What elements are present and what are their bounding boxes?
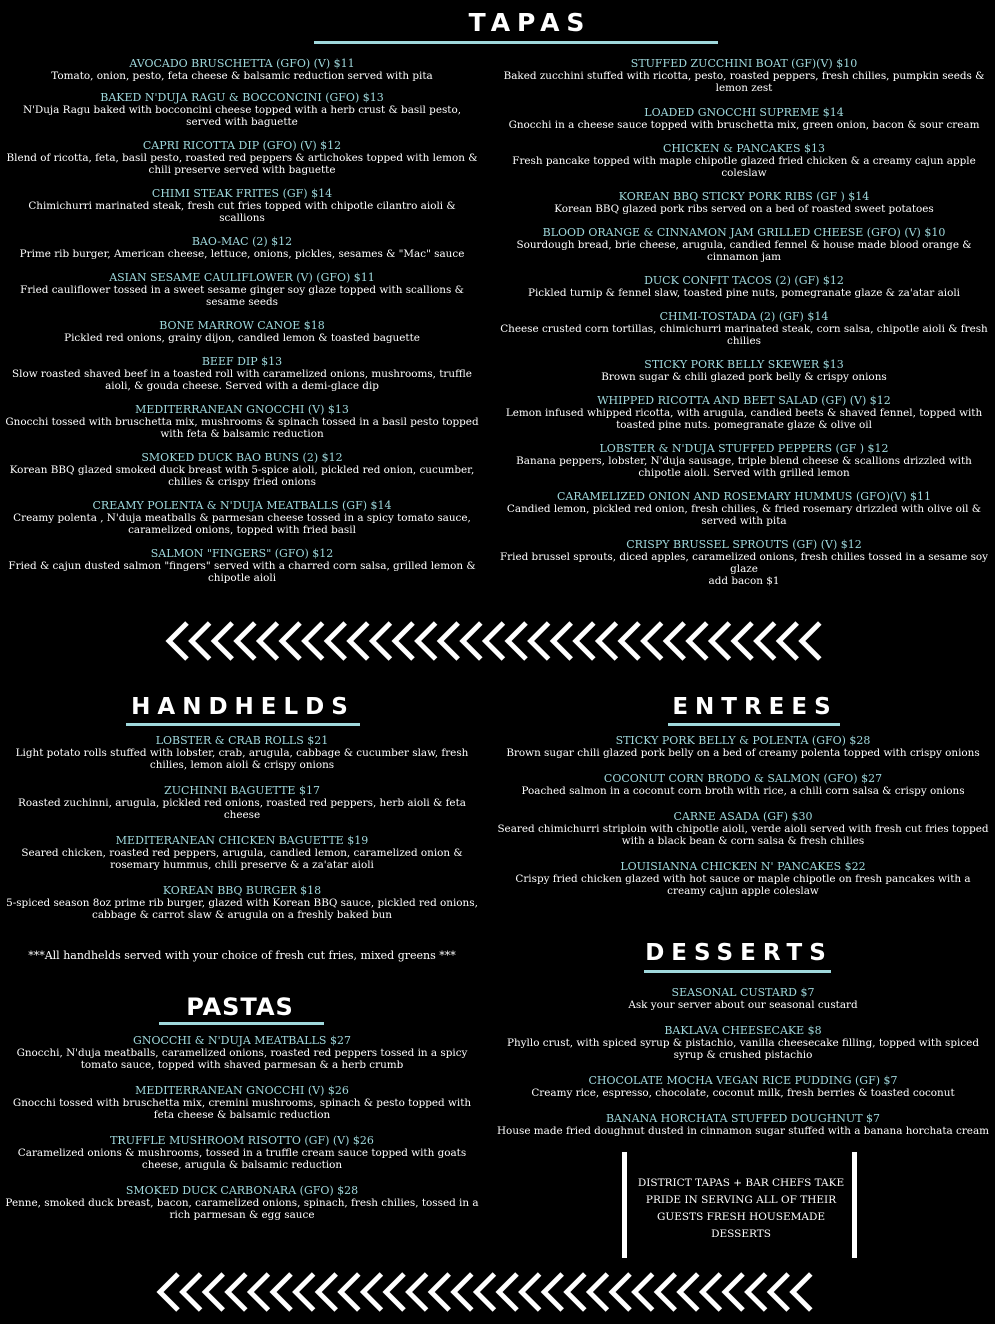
chevron-shape <box>748 1274 766 1310</box>
menu-item <box>4 140 480 176</box>
item-description: Creamy polenta , N'duja meatballs & parmesan cheese tossed in a spicy tomato sauce, caramelized onions, topped with fried basil <box>13 512 471 536</box>
item-name: BONE MARROW CANOE $18 <box>159 319 325 332</box>
chevron-shape <box>711 623 729 659</box>
handhelds-heading: HANDHELDS <box>131 694 355 720</box>
item-name: KOREAN BBQ STICKY PORK RIBS (GF ) $14 <box>618 190 870 203</box>
item-name: ASIAN SESAME CAULIFLOWER (V) (GFO) $11 <box>109 271 375 284</box>
item-name: MEDITERANEAN CHICKEN BAGUETTE $19 <box>115 834 369 847</box>
handhelds-note: ***All handhelds served with your choice of fresh cut fries, mixed greens *** <box>28 949 456 962</box>
chevron-shape <box>657 1274 675 1310</box>
item-description: Creamy rice, espresso, chocolate, coconut milk, fresh berries & toasted coconut <box>531 1087 955 1099</box>
item-name: CHICKEN & PANCAKES $13 <box>662 142 826 155</box>
item-description: Crispy fried chicken glazed with hot sauce or maple chipotle on fresh pancakes with a creamy cajun apple coleslaw <box>515 873 971 897</box>
chevron-shape <box>531 623 549 659</box>
item-description: Gnocchi tossed with bruschetta mix, cremini mushrooms, spinach & pesto topped with feta cheese & balsamic reduction <box>12 1097 472 1121</box>
chevron-shape <box>779 623 797 659</box>
item-name: MEDITERRANEAN GNOCCHI (V) $13 <box>135 403 349 416</box>
menu-item <box>4 1185 480 1221</box>
chevron-shape <box>499 1274 517 1310</box>
menu-item <box>4 1135 480 1171</box>
handhelds-underline <box>126 723 360 726</box>
menu-item <box>498 443 990 479</box>
item-name: DUCK CONFIT TACOS (2) (GF) $12 <box>644 274 844 287</box>
menu-item <box>4 548 480 584</box>
chevron-shape <box>454 1274 472 1310</box>
chevron-shape <box>237 623 255 659</box>
chevron-shape <box>598 623 616 659</box>
chevron-shape <box>522 1274 540 1310</box>
item-description: Tomato, onion, pesto, feta cheese & balsamic reduction served with pita <box>51 70 433 82</box>
chevron-shape <box>666 623 684 659</box>
chevron-shape <box>702 1274 720 1310</box>
item-description: Baked zucchini stuffed with ricotta, pesto, roasted peppers, fresh chilies, pumpkin seeds & lemon zest <box>503 70 985 94</box>
chevron-shape <box>463 623 481 659</box>
menu-item <box>4 500 480 536</box>
box-left-bar <box>622 1152 627 1258</box>
chevron-shape <box>689 623 707 659</box>
item-description: Banana peppers, lobster, N'duja sausage, triple blend cheese & scallions drizzled with chipotle aioli. Served with grilled lemon <box>516 455 972 479</box>
item-description: Ask your server about our seasonal custard <box>628 999 858 1011</box>
item-name: CAPRI RICOTTA DIP (GFO) (V) $12 <box>142 139 342 152</box>
chevron-shape <box>567 1274 585 1310</box>
menu-item <box>4 236 480 260</box>
chevron-shape <box>485 623 503 659</box>
chevron-shape <box>409 1274 427 1310</box>
chevron-shape <box>169 623 187 659</box>
chevron-shape <box>282 623 300 659</box>
chevron-shape <box>305 623 323 659</box>
chevron-shape <box>273 1274 291 1310</box>
item-description: Phyllo crust, with spiced syrup & pistachio, vanilla cheesecake filling, topped with spiced syrup & crushed pistachio <box>507 1037 979 1061</box>
menu-item <box>4 1035 480 1071</box>
menu-item <box>498 227 990 263</box>
item-description: Caramelized onions & mushrooms, tossed in a truffle cream sauce topped with goats cheese, arugula & balsamic reduction <box>17 1147 467 1171</box>
item-name: LOADED GNOCCHI SUPREME $14 <box>644 106 844 119</box>
menu-item <box>4 92 480 128</box>
chevron-shape <box>440 623 458 659</box>
menu-item <box>4 835 480 871</box>
item-description: House made fried doughnut dusted in cinnamon sugar stuffed with a banana horchata cream <box>497 1125 989 1137</box>
item-name: SALMON "FINGERS" (GFO) $12 <box>150 547 334 560</box>
chevron-shape <box>508 623 526 659</box>
item-name: LOBSTER & N'DUJA STUFFED PEPPERS (GF ) $12 <box>599 442 889 455</box>
chevron-shape <box>757 623 775 659</box>
chevron-shape <box>553 623 571 659</box>
chevron-shape <box>770 1274 788 1310</box>
item-name: TRUFFLE MUSHROOM RISOTTO (GF) (V) $26 <box>110 1134 374 1147</box>
item-description: Seared chimichurri striploin with chipotle aioli, verde aioli served with fresh cut fries topped with a black bean & corn salsa & fresh chilies <box>497 823 989 847</box>
chevron-shape <box>350 623 368 659</box>
item-description: Seared chicken, roasted red peppers, arugula, candied lemon, caramelized onion & rosemary hummus, chili preserve & a za'atar aioli <box>21 847 463 871</box>
item-description: Light potato rolls stuffed with lobster, crab, arugula, cabbage & cucumber slaw, fresh chilies, lemon aioli & crispy onions <box>15 747 469 771</box>
chevron-shape <box>621 623 639 659</box>
chevron-shape <box>160 1274 178 1310</box>
chevron-shape <box>544 1274 562 1310</box>
menu-item <box>496 987 990 1011</box>
item-name: LOBSTER & CRAB ROLLS $21 <box>155 734 329 747</box>
tapas-left-column <box>4 58 480 594</box>
item-description: Fried brussel sprouts, diced apples, caramelized onions, fresh chilies tossed in a sesame soy glaze <box>499 551 989 575</box>
item-name: CHIMI-TOSTADA (2) (GF) $14 <box>659 310 829 323</box>
menu-item <box>498 395 990 431</box>
chevron-shape <box>259 623 277 659</box>
chevron-shape <box>431 1274 449 1310</box>
item-description: Brown sugar & chili glazed pork belly & crispy onions <box>601 371 887 383</box>
item-description: Chimichurri marinated steak, fresh cut fries topped with chipotle cilantro aioli & scallions <box>28 200 456 224</box>
chevron-shape <box>793 1274 811 1310</box>
menu-item <box>4 272 480 308</box>
chevron-divider-top <box>165 619 865 663</box>
chevron-shape <box>680 1274 698 1310</box>
menu-item <box>496 773 990 797</box>
menu-item <box>498 191 990 215</box>
desserts-underline <box>644 970 831 973</box>
menu-item <box>498 491 990 527</box>
item-description: Pickled turnip & fennel slaw, toasted pine nuts, pomegranate glaze & za'atar aioli <box>527 287 960 299</box>
item-description: Blend of ricotta, feta, basil pesto, roasted red peppers & artichokes topped with lemon & chili preserve served with baguette <box>6 152 478 176</box>
chevron-shape <box>341 1274 359 1310</box>
item-name: BAO-MAC (2) $12 <box>191 235 293 248</box>
item-name: KOREAN BBQ BURGER $18 <box>162 884 322 897</box>
menu-item <box>498 359 990 383</box>
menu-item <box>496 861 990 897</box>
item-description: Penne, smoked duck breast, bacon, caramelized onions, spinach, fresh chilies, tossed in a rich parmesan & egg sauce <box>5 1197 479 1221</box>
entrees-underline <box>668 723 840 726</box>
entrees-heading: ENTREES <box>672 694 838 720</box>
menu-item <box>496 1113 990 1137</box>
item-description: Prime rib burger, American cheese, lettuce, onions, pickles, sesames & "Mac" sauce <box>19 248 465 260</box>
item-description: Fresh pancake topped with maple chipotle glazed fried chicken & a creamy cajun apple coleslaw <box>512 155 976 179</box>
chevron-shape <box>725 1274 743 1310</box>
menu-item <box>4 320 480 344</box>
item-description: N'Duja Ragu baked with bocconcini cheese topped with a herb crust & basil pesto, served with baguette <box>22 104 462 128</box>
item-name: MEDITERRANEAN GNOCCHI (V) $26 <box>135 1084 349 1097</box>
dessert-box-note: DISTRICT TAPAS + BAR CHEFS TAKE PRIDE IN SERVING ALL OF THEIR GUESTS FRESH HOUSEMADE DESSERTS <box>637 1177 845 1240</box>
item-description: Poached salmon in a coconut corn broth with rice, a chili corn salsa & crispy onions <box>521 785 965 797</box>
chevron-shape <box>589 1274 607 1310</box>
item-name: CARNE ASADA (GF) $30 <box>673 810 813 823</box>
menu-item <box>4 885 480 921</box>
chevron-shape <box>612 1274 630 1310</box>
menu-item <box>496 1025 990 1061</box>
item-name: STUFFED ZUCCHINI BOAT (GF)(V) $10 <box>630 57 858 70</box>
chevron-shape <box>644 623 662 659</box>
item-name: CARAMELIZED ONION AND ROSEMARY HUMMUS (GFO)(V) $11 <box>556 490 932 503</box>
item-name: LOUISIANNA CHICKEN N' PANCAKES $22 <box>620 860 866 873</box>
tapas-heading: TAPAS <box>468 8 592 37</box>
item-name: ZUCHINNI BAGUETTE $17 <box>164 784 320 797</box>
menu-item <box>498 143 990 179</box>
menu-item <box>4 785 480 821</box>
item-description: Slow roasted shaved beef in a toasted roll with caramelized onions, mushrooms, truffle aioli, & gouda cheese. Served with a demi-glace dip <box>12 368 472 392</box>
item-description: Fried & cajun dusted salmon "fingers" served with a charred corn salsa, grilled lemon & chipotle aioli <box>8 560 476 584</box>
item-name: CREAMY POLENTA & N'DUJA MEATBALLS (GF) $14 <box>92 499 392 512</box>
chevron-shape <box>635 1274 653 1310</box>
chevron-shape <box>386 1274 404 1310</box>
item-description: 5-spiced season 8oz prime rib burger, glazed with Korean BBQ sauce, pickled red onions, cabbage & carrot slaw & arugula on a freshly baked bun <box>6 897 478 921</box>
item-description: Sourdough bread, brie cheese, arugula, candied fennel & house made blood orange & cinnamon jam <box>516 239 972 263</box>
item-name: CHOCOLATE MOCHA VEGAN RICE PUDDING (GF) $7 <box>588 1074 898 1087</box>
tapas-right-column <box>498 58 990 597</box>
item-name: AVOCADO BRUSCHETTA (GFO) (V) $11 <box>129 57 355 70</box>
menu-item <box>4 58 480 82</box>
chevron-shape <box>802 623 820 659</box>
menu-item <box>498 275 990 299</box>
desserts-heading: DESSERTS <box>645 940 833 966</box>
chevron-shape <box>318 1274 336 1310</box>
item-name: CRISPY BRUSSEL SPROUTS (GF) (V) $12 <box>626 538 862 551</box>
chevron-shape <box>183 1274 201 1310</box>
item-name: CHIMI STEAK FRITES (GF) $14 <box>151 187 333 200</box>
chevron-shape <box>576 623 594 659</box>
item-description: Gnocchi tossed with bruschetta mix, mushrooms & spinach tossed in a basil pesto topped with feta & balsamic reduction <box>5 416 479 440</box>
item-name: BEEF DIP $13 <box>201 355 283 368</box>
chevron-shape <box>395 623 413 659</box>
pastas-heading: PASTAS <box>186 993 294 1021</box>
menu-item <box>4 188 480 224</box>
menu-item <box>4 356 480 392</box>
item-description: Cheese crusted corn tortillas, chimichurri marinated steak, corn salsa, chipotle aioli & fresh chilies <box>500 323 988 347</box>
menu-item <box>496 1075 990 1099</box>
chevron-divider-bottom <box>156 1270 856 1314</box>
menu-item <box>4 735 480 771</box>
menu-item <box>498 58 990 94</box>
desserts-column <box>496 987 990 1147</box>
menu-item <box>498 107 990 131</box>
item-name: STICKY PORK BELLY SKEWER $13 <box>644 358 844 371</box>
chevron-shape <box>418 623 436 659</box>
item-extra: add bacon $1 <box>708 575 780 587</box>
pastas-underline <box>159 1022 324 1025</box>
item-name: SMOKED DUCK BAO BUNS (2) $12 <box>141 451 343 464</box>
item-name: WHIPPED RICOTTA AND BEET SALAD (GF) (V) $12 <box>597 394 891 407</box>
item-description: Korean BBQ glazed pork ribs served on a bed of roasted sweet potatoes <box>554 203 934 215</box>
chevron-shape <box>205 1274 223 1310</box>
item-description: Gnocchi in a cheese sauce topped with bruschetta mix, green onion, bacon & sour cream <box>508 119 980 131</box>
item-name: BANANA HORCHATA STUFFED DOUGHNUT $7 <box>605 1112 881 1125</box>
menu-item <box>498 539 990 587</box>
entrees-column <box>496 735 990 907</box>
pastas-column <box>4 1035 480 1231</box>
chevron-shape <box>734 623 752 659</box>
menu-item <box>498 311 990 347</box>
item-name: STICKY PORK BELLY & POLENTA (GFO) $28 <box>615 734 871 747</box>
item-description: Roasted zuchinni, arugula, pickled red onions, roasted red peppers, herb aioli & feta cheese <box>18 797 466 821</box>
menu-item <box>496 735 990 759</box>
item-description: Korean BBQ glazed smoked duck breast with 5-spice aioli, pickled red onion, cucumber, chilies & crispy fried onions <box>9 464 475 488</box>
item-name: GNOCCHI & N'DUJA MEATBALLS $27 <box>133 1034 351 1047</box>
item-description: Pickled red onions, grainy dijon, candied lemon & toasted baguette <box>64 332 420 344</box>
menu-item <box>4 452 480 488</box>
item-name: BAKED N'DUJA RAGU & BOCCONCINI (GFO) $13 <box>100 91 384 104</box>
chevron-shape <box>296 1274 314 1310</box>
tapas-underline <box>314 41 718 44</box>
chevron-shape <box>327 623 345 659</box>
item-description: Lemon infused whipped ricotta, with arugula, candied beets & shaved fennel, topped with toasted pine nuts. pomegranate glaze & olive oil <box>505 407 983 431</box>
item-name: BLOOD ORANGE & CINNAMON JAM GRILLED CHEESE (GFO) (V) $10 <box>542 226 946 239</box>
box-right-bar <box>852 1152 857 1258</box>
chevron-shape <box>250 1274 268 1310</box>
item-description: Brown sugar chili glazed pork belly on a bed of creamy polenta topped with crispy onions <box>506 747 980 759</box>
menu-item <box>4 1085 480 1121</box>
chevron-shape <box>372 623 390 659</box>
item-name: BAKLAVA CHEESECAKE $8 <box>664 1024 822 1037</box>
chevron-shape <box>228 1274 246 1310</box>
item-name: SEASONAL CUSTARD $7 <box>671 986 815 999</box>
item-description: Gnocchi, N'duja meatballs, caramelized onions, roasted red peppers tossed in a spicy tomato sauce, topped with shaved parmesan & a herb crumb <box>16 1047 468 1071</box>
chevron-shape <box>476 1274 494 1310</box>
handhelds-column <box>4 735 480 931</box>
item-name: COCONUT CORN BRODO & SALMON (GFO) $27 <box>603 772 883 785</box>
chevron-shape <box>214 623 232 659</box>
chevron-shape <box>192 623 210 659</box>
menu-item <box>496 811 990 847</box>
item-description: Candied lemon, pickled red onion, fresh chilies, & fried rosemary drizzled with olive oil & served with pita <box>506 503 982 527</box>
menu-item <box>4 404 480 440</box>
item-name: SMOKED DUCK CARBONARA (GFO) $28 <box>125 1184 359 1197</box>
chevron-shape <box>363 1274 381 1310</box>
item-description: Fried cauliflower tossed in a sweet sesame ginger soy glaze topped with scallions & sesame seeds <box>20 284 464 308</box>
